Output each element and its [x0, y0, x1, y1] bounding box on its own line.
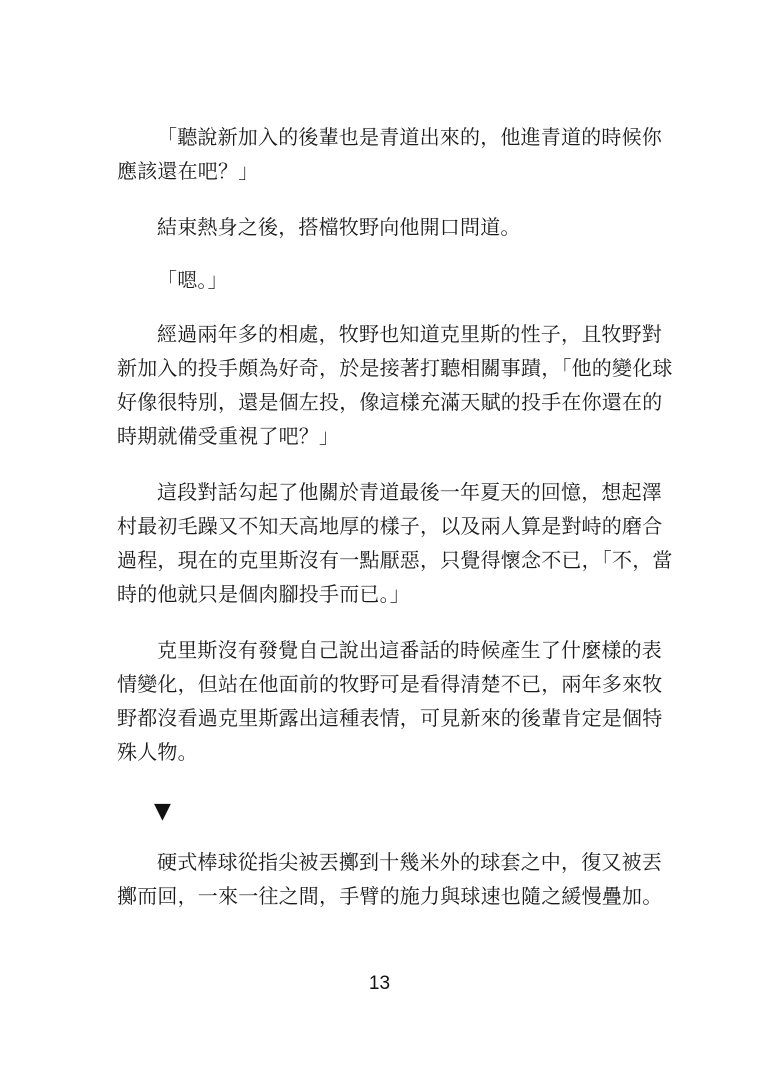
text-line: 應該還在吧？」	[117, 159, 259, 183]
text-line: 這段對話勾起了他關於青道最後一年夏天的回憶，想起澤	[157, 480, 662, 504]
page-number: 13	[368, 973, 391, 994]
text-line: 經過兩年多的相處，牧野也知道克里斯的性子，且牧野對	[157, 322, 662, 346]
text-line: 野都沒看過克里斯露出這種表情，可見新來的後輩肯定是個特	[117, 706, 663, 730]
paragraph-memory	[117, 475, 673, 611]
section-divider-triangle-icon: ▼	[154, 799, 171, 824]
paragraph-dialogue-reply	[117, 263, 641, 297]
paragraph-makino-asks	[117, 317, 673, 453]
text-line: 村最初毛躁又不知天高地厚的樣子，以及兩人算是對峙的磨合	[117, 514, 663, 538]
text-line: 時期就備受重視了吧？」	[117, 424, 340, 448]
text-line: 好像很特別，還是個左投，像這樣充滿天賦的投手在你還在的	[117, 390, 663, 414]
text-line: 擲而回，一來一往之間，手臂的施力與球速也隨之緩慢疊加。	[117, 884, 663, 908]
paragraph-dialogue-question	[117, 120, 662, 188]
text-line: 結束熱身之後，搭檔牧野向他開口問道。	[157, 215, 521, 239]
paragraph-narration-warmup	[117, 210, 641, 244]
text-line: 「嗯。」	[157, 268, 228, 292]
text-line: 新加入的投手頗為好奇，於是接著打聽相關事蹟，「他的變化球	[117, 356, 673, 380]
text-line: 情變化，但站在他面前的牧野可是看得清楚不已，兩年多來牧	[117, 672, 663, 696]
text-line: 「聽說新加入的後輩也是青道出來的，他進青道的時候你	[157, 125, 662, 149]
text-line: 時的他就只是個肉腳投手而已。」	[117, 582, 410, 606]
text-line: 殊人物。	[117, 740, 198, 764]
text-line: 過程，現在的克里斯沒有一點厭惡，只覺得懷念不已，「不，當	[117, 548, 673, 572]
paragraph-baseball-throw	[117, 845, 663, 913]
text-line: 硬式棒球從指尖被丟擲到十幾米外的球套之中，復又被丟	[157, 850, 662, 874]
paragraph-expression	[117, 633, 663, 769]
text-line: 克里斯沒有發覺自己說出這番話的時候產生了什麼樣的表	[157, 638, 662, 662]
